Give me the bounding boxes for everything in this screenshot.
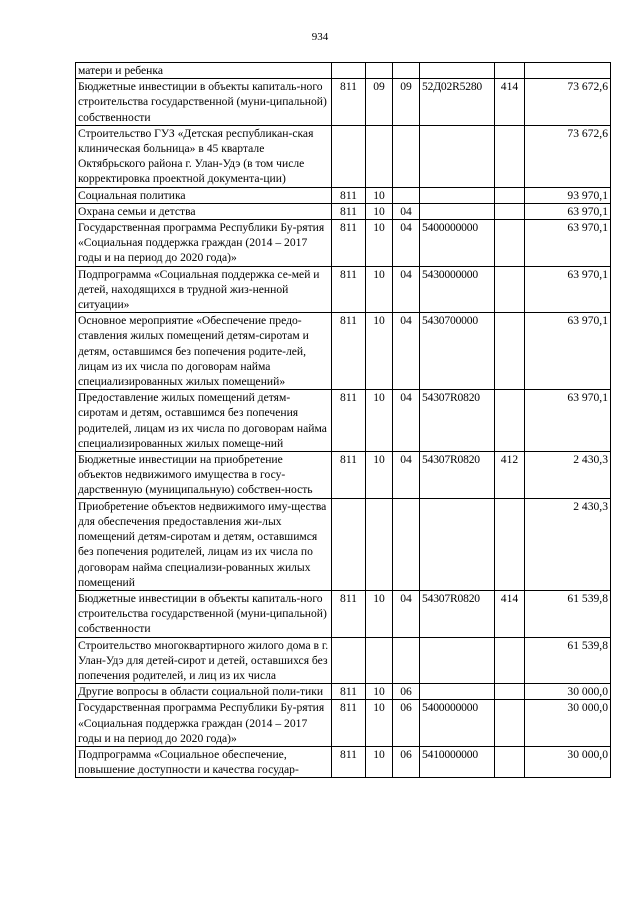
target-article-cell: 5400000000 — [420, 220, 495, 267]
ministry-code-cell — [332, 498, 366, 590]
expense-type-cell — [495, 684, 525, 700]
subsection-code-cell — [393, 187, 420, 203]
table-row — [76, 684, 611, 700]
table-row — [76, 79, 611, 126]
expense-type-cell — [495, 187, 525, 203]
table-body — [76, 63, 611, 778]
target-article-cell: 54307R0820 — [420, 590, 495, 637]
section-code-cell: 09 — [366, 79, 393, 126]
expense-type-cell — [495, 266, 525, 313]
section-code-cell: 10 — [366, 203, 393, 219]
expense-type-cell — [495, 637, 525, 684]
table-row — [76, 187, 611, 203]
name-cell: Бюджетные инвестиции в объекты капиталь-ного строительства государственной (муни-ципальной) собственности — [76, 79, 332, 126]
expense-type-cell — [495, 63, 525, 79]
ministry-code-cell: 811 — [332, 79, 366, 126]
ministry-code-cell: 811 — [332, 203, 366, 219]
subsection-code-cell: 04 — [393, 590, 420, 637]
expense-type-cell — [495, 390, 525, 452]
amount-cell — [525, 63, 611, 79]
subsection-code-cell: 04 — [393, 313, 420, 390]
section-code-cell — [366, 63, 393, 79]
amount-cell: 30 000,0 — [525, 746, 611, 777]
name-cell: Социальная политика — [76, 187, 332, 203]
amount-cell: 61 539,8 — [525, 590, 611, 637]
name-cell: Подпрограмма «Социальное обеспечение, повышение доступности и качества государ- — [76, 746, 332, 777]
amount-cell: 93 970,1 — [525, 187, 611, 203]
subsection-code-cell — [393, 498, 420, 590]
section-code-cell: 10 — [366, 684, 393, 700]
subsection-code-cell: 04 — [393, 390, 420, 452]
target-article-cell: 54307R0820 — [420, 452, 495, 499]
table-row — [76, 637, 611, 684]
expense-type-cell: 412 — [495, 452, 525, 499]
subsection-code-cell: 04 — [393, 452, 420, 499]
target-article-cell: 5430000000 — [420, 266, 495, 313]
section-code-cell: 10 — [366, 220, 393, 267]
name-cell: Основное мероприятие «Обеспечение предо-ставления жилых помещений детям-сиротам и детям, оставшимся без попечения родите-лей, лицам из их числа по договорам найма специализированных жилых помещений» — [76, 313, 332, 390]
name-cell: матери и ребенка — [76, 63, 332, 79]
target-article-cell — [420, 498, 495, 590]
table-row — [76, 746, 611, 777]
ministry-code-cell: 811 — [332, 746, 366, 777]
ministry-code-cell: 811 — [332, 452, 366, 499]
subsection-code-cell — [393, 125, 420, 187]
table-row — [76, 125, 611, 187]
table-row — [76, 313, 611, 390]
section-code-cell: 10 — [366, 452, 393, 499]
expense-type-cell: 414 — [495, 590, 525, 637]
name-cell: Приобретение объектов недвижимого иму-щества для обеспечения предоставления жи-лых помещений детям-сиротам и детям, оставшимся без попечения родителей, лицам из их числа по договорам найма специализи-рованных жилых помещений — [76, 498, 332, 590]
name-cell: Предоставление жилых помещений детям-сиротам и детям, оставшимся без попечения родителей, лицам из их числа по договорам найма специализированных жилых помеще-ний — [76, 390, 332, 452]
amount-cell: 2 430,3 — [525, 452, 611, 499]
table-row — [76, 203, 611, 219]
ministry-code-cell — [332, 63, 366, 79]
name-cell: Бюджетные инвестиции на приобретение объектов недвижимого имущества в госу-дарственную (муниципальную) собствен-ность — [76, 452, 332, 499]
amount-cell: 63 970,1 — [525, 390, 611, 452]
name-cell: Охрана семьи и детства — [76, 203, 332, 219]
ministry-code-cell: 811 — [332, 684, 366, 700]
target-article-cell: 54307R0820 — [420, 390, 495, 452]
table-row — [76, 700, 611, 747]
section-code-cell: 10 — [366, 746, 393, 777]
target-article-cell — [420, 684, 495, 700]
amount-cell: 63 970,1 — [525, 266, 611, 313]
expense-type-cell — [495, 125, 525, 187]
name-cell: Другие вопросы в области социальной поли-тики — [76, 684, 332, 700]
target-article-cell — [420, 203, 495, 219]
name-cell: Строительство многоквартирного жилого дома в г. Улан-Удэ для детей-сирот и детей, оставшихся без попечения родителей, и лиц из их числа — [76, 637, 332, 684]
name-cell: Государственная программа Республики Бу-рятия «Социальная поддержка граждан (2014 – 2017 годы и на период до 2020 года)» — [76, 700, 332, 747]
subsection-code-cell — [393, 637, 420, 684]
ministry-code-cell: 811 — [332, 700, 366, 747]
target-article-cell — [420, 187, 495, 203]
subsection-code-cell — [393, 63, 420, 79]
subsection-code-cell: 04 — [393, 266, 420, 313]
section-code-cell: 10 — [366, 700, 393, 747]
amount-cell: 73 672,6 — [525, 125, 611, 187]
amount-cell: 2 430,3 — [525, 498, 611, 590]
target-article-cell: 5430700000 — [420, 313, 495, 390]
name-cell: Подпрограмма «Социальная поддержка се-мей и детей, находящихся в трудной жиз-ненной ситуации» — [76, 266, 332, 313]
subsection-code-cell: 09 — [393, 79, 420, 126]
ministry-code-cell — [332, 125, 366, 187]
table-row — [76, 590, 611, 637]
amount-cell: 63 970,1 — [525, 220, 611, 267]
section-code-cell: 10 — [366, 187, 393, 203]
section-code-cell: 10 — [366, 313, 393, 390]
ministry-code-cell: 811 — [332, 187, 366, 203]
table-row — [76, 390, 611, 452]
expense-type-cell — [495, 220, 525, 267]
expense-type-cell — [495, 498, 525, 590]
subsection-code-cell: 06 — [393, 684, 420, 700]
target-article-cell — [420, 63, 495, 79]
ministry-code-cell: 811 — [332, 390, 366, 452]
table-row — [76, 266, 611, 313]
expense-type-cell — [495, 313, 525, 390]
page-number: 934 — [311, 31, 329, 43]
ministry-code-cell: 811 — [332, 266, 366, 313]
amount-cell: 30 000,0 — [525, 700, 611, 747]
subsection-code-cell: 04 — [393, 203, 420, 219]
section-code-cell — [366, 125, 393, 187]
name-cell: Государственная программа Республики Бу-рятия «Социальная поддержка граждан (2014 – 2017 годы и на период до 2020 года)» — [76, 220, 332, 267]
name-cell: Строительство ГУЗ «Детская республикан-ская клиническая больница» в 45 квартале Октябрьского района г. Улан-Удэ (в том числе корректировка проектной документа-ции) — [76, 125, 332, 187]
expense-type-cell — [495, 746, 525, 777]
ministry-code-cell — [332, 637, 366, 684]
target-article-cell: 5400000000 — [420, 700, 495, 747]
table-row — [76, 498, 611, 590]
budget-table — [75, 62, 611, 778]
table-row — [76, 452, 611, 499]
section-code-cell: 10 — [366, 390, 393, 452]
section-code-cell: 10 — [366, 590, 393, 637]
ministry-code-cell: 811 — [332, 220, 366, 267]
subsection-code-cell: 06 — [393, 746, 420, 777]
name-cell: Бюджетные инвестиции в объекты капиталь-ного строительства государственной (муни-ципальной) собственности — [76, 590, 332, 637]
table-row — [76, 220, 611, 267]
target-article-cell — [420, 125, 495, 187]
section-code-cell — [366, 498, 393, 590]
ministry-code-cell: 811 — [332, 590, 366, 637]
table-row — [76, 63, 611, 79]
ministry-code-cell: 811 — [332, 313, 366, 390]
target-article-cell — [420, 637, 495, 684]
subsection-code-cell: 06 — [393, 700, 420, 747]
section-code-cell: 10 — [366, 266, 393, 313]
amount-cell: 30 000,0 — [525, 684, 611, 700]
expense-type-cell: 414 — [495, 79, 525, 126]
amount-cell: 63 970,1 — [525, 203, 611, 219]
amount-cell: 63 970,1 — [525, 313, 611, 390]
expense-type-cell — [495, 700, 525, 747]
target-article-cell: 52Д02R5280 — [420, 79, 495, 126]
amount-cell: 61 539,8 — [525, 637, 611, 684]
subsection-code-cell: 04 — [393, 220, 420, 267]
amount-cell: 73 672,6 — [525, 79, 611, 126]
target-article-cell: 5410000000 — [420, 746, 495, 777]
section-code-cell — [366, 637, 393, 684]
expense-type-cell — [495, 203, 525, 219]
